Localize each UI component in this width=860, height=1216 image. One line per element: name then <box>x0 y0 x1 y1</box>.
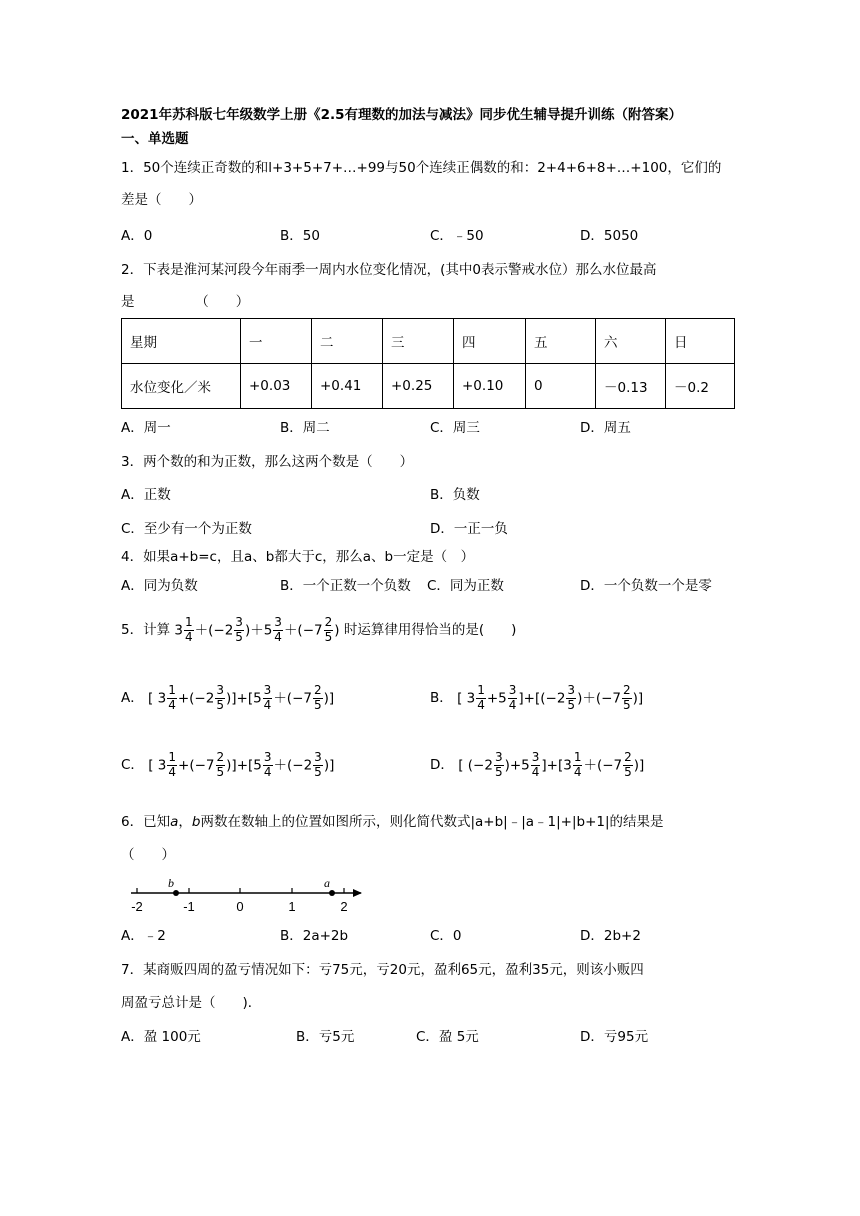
q5-option-a-expression: [ 3 $\frac{1}{4}$ +(−2 $\frac{3}{5}$ )]+[5 $\frac{3}{4}$ ＋(−7 $\frac{2}{5}$ )] <box>148 683 335 712</box>
table-cell: +0.10 <box>454 364 526 409</box>
q3-option-c: C．至少有一个为正数 <box>121 521 252 537</box>
q6-prefix: 6．已知 <box>121 814 171 830</box>
q2-option-d: D．周五 <box>580 420 631 436</box>
q5-stem <box>121 616 516 645</box>
point-b-label: b <box>168 876 174 890</box>
axis-tick-label: 0 <box>236 899 244 914</box>
table-row <box>122 364 735 409</box>
q4-stem: 4．如果a+b=c，且a、b都大于c，那么a、b一定是（ ） <box>121 549 475 565</box>
q5-option-b <box>430 684 643 713</box>
table-cell: 二 <box>312 319 383 364</box>
water-level-table <box>121 318 735 409</box>
axis-tick-label: 2 <box>340 899 348 914</box>
section-heading: 一、单选题 <box>121 131 189 147</box>
q6-var-b: b <box>191 814 201 830</box>
q5-option-a-label: A． <box>121 690 144 707</box>
q6-option-d: D．2b+2 <box>580 928 641 944</box>
q1-option-b: B．50 <box>280 228 320 244</box>
axis-tick-label: -2 <box>131 899 143 914</box>
q5-option-d <box>430 751 644 780</box>
q5-option-b-expression: [ 3 $\frac{1}{4}$ +5 $\frac{3}{4}$ ]+[(−2 $\frac{3}{5}$ )＋(−7 $\frac{2}{5}$ )] <box>457 683 644 712</box>
table-cell: 四 <box>454 319 526 364</box>
q6-stem-line2: （ ） <box>121 847 175 863</box>
q2-option-c: C．周三 <box>430 420 480 436</box>
q5-prefix: 5．计算 <box>121 622 171 639</box>
q3-option-d: D．一正一负 <box>430 521 508 537</box>
q5-suffix: 时运算律用得恰当的是( ) <box>343 622 517 639</box>
q7-option-a: A．盈 100元 <box>121 1029 201 1045</box>
table-cell: 日 <box>666 319 735 364</box>
q7-stem-line2: 周盈亏总计是（ )． <box>121 995 262 1011</box>
q6-option-b: B．2a+2b <box>280 928 349 944</box>
q1-stem-line1: 1．50个连续正奇数的和l+3+5+7+…+99与50个连续正偶数的和：2+4+6+8+…+100，它们的 <box>121 160 722 176</box>
number-line <box>121 875 371 915</box>
q3-option-b: B．负数 <box>430 487 480 503</box>
q5-option-c-label: C． <box>121 757 144 774</box>
q5-expression: 3 $\frac{1}{4}$ ＋(−2 $\frac{3}{5}$ )＋5 $\frac{3}{4}$ ＋(−7 $\frac{2}{5}$ ) <box>174 615 340 644</box>
point-a-label: a <box>324 876 330 890</box>
document-title: 2021年苏科版七年级数学上册《2.5有理数的加法与减法》同步优生辅导提升训练（附答案） <box>121 107 682 123</box>
axis-arrow-icon <box>353 889 362 897</box>
table-cell: 水位变化／米 <box>122 364 241 409</box>
q4-option-c: C．同为正数 <box>427 578 504 594</box>
table-cell: 0 <box>526 364 596 409</box>
q6-var-a: a <box>170 814 179 830</box>
q7-option-b: B．亏5元 <box>296 1029 355 1045</box>
q1-stem-line2: 差是（ ） <box>121 192 202 208</box>
table-cell: 六 <box>596 319 666 364</box>
q4-option-d: D．一个负数一个是零 <box>580 578 712 594</box>
q4-option-a: A．同为负数 <box>121 578 198 594</box>
table-cell: +0.03 <box>241 364 312 409</box>
q2-option-b: B．周二 <box>280 420 330 436</box>
table-cell: 三 <box>383 319 454 364</box>
q1-option-d: D．5050 <box>580 228 639 244</box>
table-cell: 星期 <box>122 319 241 364</box>
q5-option-d-expression: [ (−2 $\frac{3}{5}$ )+5 $\frac{3}{4}$ ]+[3 $\frac{1}{4}$ ＋(−7 $\frac{2}{5}$ )] <box>458 750 645 779</box>
q6-option-c: C．0 <box>430 928 462 944</box>
q7-stem-line1: 7．某商贩四周的盈亏情况如下：亏75元，亏20元，盈利65元，盈利35元，则该小贩四 <box>121 962 644 978</box>
q7-option-c: C．盈 5元 <box>416 1029 479 1045</box>
point-b <box>173 890 179 896</box>
q3-option-a: A．正数 <box>121 487 171 503</box>
q2-stem-line2: 是 （ ） <box>121 294 250 310</box>
axis-tick-label: 1 <box>288 899 296 914</box>
q5-option-c <box>121 751 334 780</box>
table-header-row <box>122 319 735 364</box>
q4-option-b: B．一个正数一个负数 <box>280 578 411 594</box>
table-cell: +0.25 <box>383 364 454 409</box>
q2-option-a: A．周一 <box>121 420 171 436</box>
table-cell: －0.2 <box>666 364 735 409</box>
q6-option-a: A．﹣2 <box>121 928 166 944</box>
q7-option-d: D．亏95元 <box>580 1029 649 1045</box>
q2-stem-line1: 2．下表是淮河某河段今年雨季一周内水位变化情况，(其中0表示警戒水位）那么水位最高 <box>121 262 657 278</box>
axis-tick-label: -1 <box>183 899 195 914</box>
q1-option-c: C．﹣50 <box>430 228 484 244</box>
table-cell: 五 <box>526 319 596 364</box>
q3-stem: 3．两个数的和为正数，那么这两个数是（ ） <box>121 454 414 470</box>
table-cell: +0.41 <box>312 364 383 409</box>
q1-option-a: A．0 <box>121 228 153 244</box>
q6-suffix: 两数在数轴上的位置如图所示，则化简代数式|a+b|﹣|a﹣1|+|b+1|的结果是 <box>200 814 664 830</box>
table-cell: －0.13 <box>596 364 666 409</box>
table-cell: 一 <box>241 319 312 364</box>
q5-option-b-label: B． <box>430 690 453 707</box>
point-a <box>329 890 335 896</box>
q6-stem-line1 <box>121 814 664 830</box>
q6-comma: ， <box>178 814 192 830</box>
q5-option-d-label: D． <box>430 757 454 774</box>
q5-option-a <box>121 684 334 713</box>
q5-option-c-expression: [ 3 $\frac{1}{4}$ +(−7 $\frac{2}{5}$ )]+[5 $\frac{3}{4}$ ＋(−2 $\frac{3}{5}$ )] <box>148 750 335 779</box>
